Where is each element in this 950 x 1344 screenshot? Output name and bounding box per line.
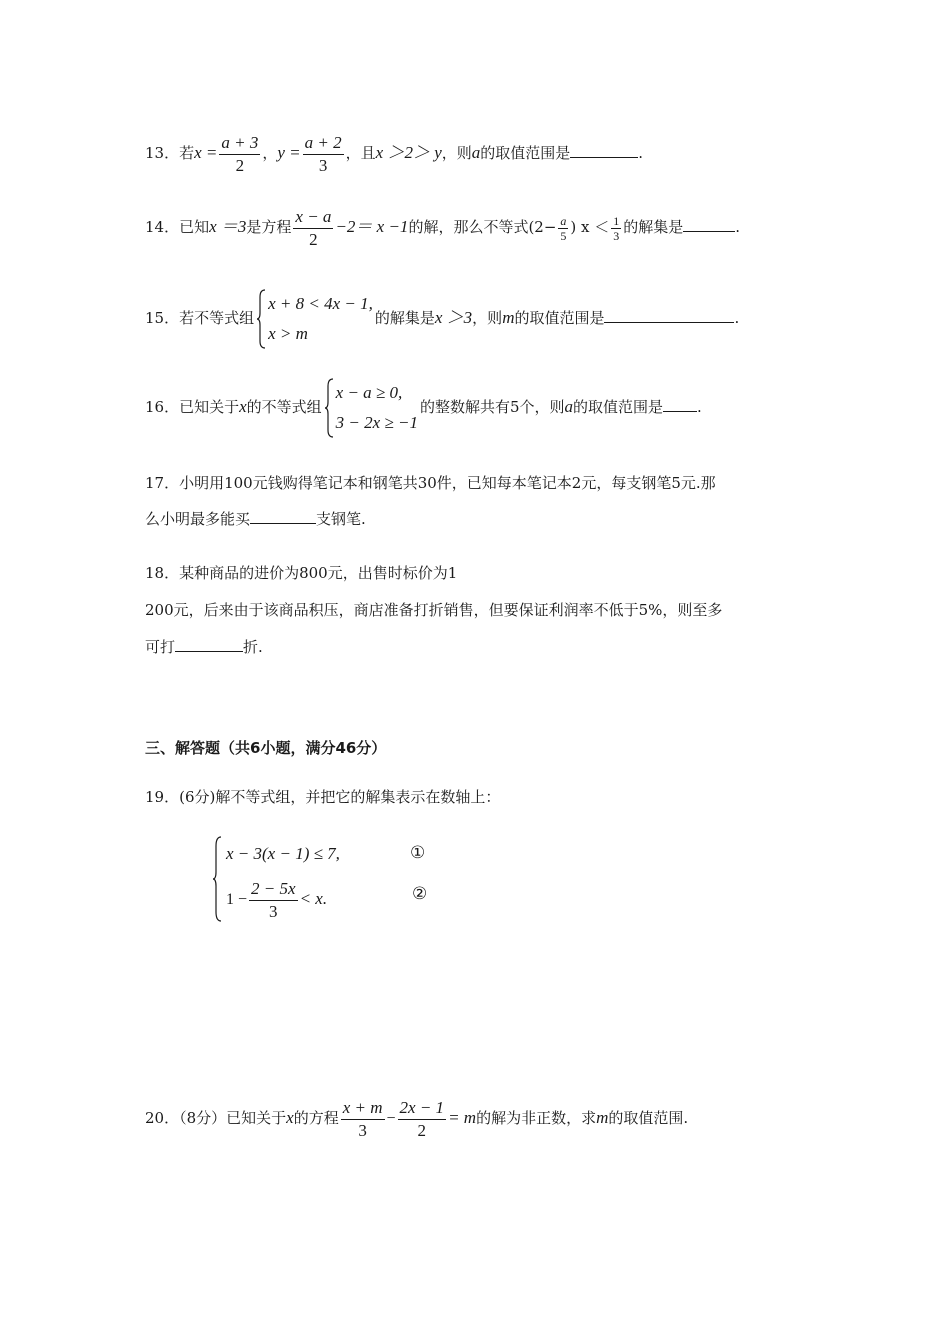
question-18-line-3: 可打 折.: [145, 638, 263, 656]
q19-mark-2: ②: [412, 884, 428, 904]
q13-fraction-1: $\frac{a + 3}{2}$: [221, 132, 259, 175]
brace-icon: [212, 836, 222, 922]
q13-x-eq: x =: [194, 143, 218, 162]
q20-number: 20．（8分）已知关于: [145, 1109, 287, 1127]
question-16: 16．已知关于x的不等式组 x − a ≥ 0, 3 − 2x ≥ −1 的整数解共有5个，则a的取值范围是 .: [145, 376, 702, 438]
q20-fraction-1: $\frac{x + m}{3}$: [342, 1097, 383, 1140]
q14-fraction-2: $\frac{a}{5}$: [560, 213, 567, 243]
question-18-line-1: 18．某种商品的进价为800元，出售时标价为1: [145, 564, 458, 582]
q13-y-eq: y =: [277, 143, 301, 162]
q15-number: 15．若不等式组: [145, 309, 255, 327]
q19-fraction: $\frac{2 - 5x}{3}$: [251, 878, 296, 921]
q14-number: 14．已知: [145, 218, 210, 236]
q16-answer-blank[interactable]: [663, 397, 697, 412]
q13-answer-blank[interactable]: [570, 143, 638, 158]
q14-answer-blank[interactable]: [683, 217, 735, 232]
q17-answer-blank[interactable]: [250, 509, 316, 524]
question-17-line-1: 17．小明用100元钱购得笔记本和钢笔共30件，已知每本笔记本2元，每支钢笔5元.那: [145, 474, 716, 492]
q19-row-2: 1 − $\frac{2 - 5x}{3}$ < x.: [226, 878, 328, 921]
q13-number: 13．若: [145, 144, 195, 162]
q14-fraction-1: $\frac{x - a}{2}$: [295, 206, 332, 249]
question-14: 14．已知x ＝3是方程 $\frac{x - a}{2}$ −2＝ x −1的解，那么不等式(2− $\frac{a}{5}$ ) x ＜ $\frac{1}{3}$ 的解集是 .: [145, 206, 741, 249]
q19-row-1: x − 3(x − 1) ≤ 7,: [226, 844, 340, 863]
brace-icon: [256, 289, 266, 349]
q20-fraction-2: $\frac{2x - 1}{2}$: [399, 1097, 445, 1140]
q13-fraction-2: $\frac{a + 2}{3}$: [304, 132, 342, 175]
question-18-line-2: 200元，后来由于该商品积压，商店准备打折销售，但要保证利润率不低于5%，则至多: [145, 601, 723, 619]
q16-inequality-system: x − a ≥ 0, 3 − 2x ≥ −1: [324, 378, 418, 438]
section-heading: 三、解答题（共6小题，满分46分）: [145, 739, 387, 757]
q18-answer-blank[interactable]: [175, 637, 243, 652]
q14-fraction-3: $\frac{1}{3}$: [613, 213, 620, 243]
q15-answer-blank[interactable]: [604, 308, 734, 323]
question-20: 20．（8分）已知关于x的方程 $\frac{x + m}{3}$ − $\frac{2x - 1}{2}$ = m的解为非正数，求m的取值范围.: [145, 1097, 689, 1140]
q15-inequality-system: x + 8 < 4x − 1, x > m: [256, 289, 373, 349]
q19-mark-1: ①: [410, 843, 426, 863]
brace-icon: [324, 378, 334, 438]
q13-inequality: x ＞2＞ y: [375, 143, 442, 162]
question-17-line-2: 么小明最多能买 支钢笔.: [145, 510, 366, 528]
question-15: 15．若不等式组 x + 8 < 4x − 1, x > m 的解集是x ＞3，则m的取值范围是 .: [145, 288, 739, 348]
q16-number: 16．已知关于: [145, 398, 240, 416]
question-13: 13．若x = $\frac{a + 3}{2}$ ，y = $\frac{a + 2}{3}$ ，且x ＞2＞ y，则a的取值范围是 .: [145, 132, 644, 175]
question-19-stem: 19．(6分)解不等式组，并把它的解集表示在数轴上：: [145, 788, 501, 806]
